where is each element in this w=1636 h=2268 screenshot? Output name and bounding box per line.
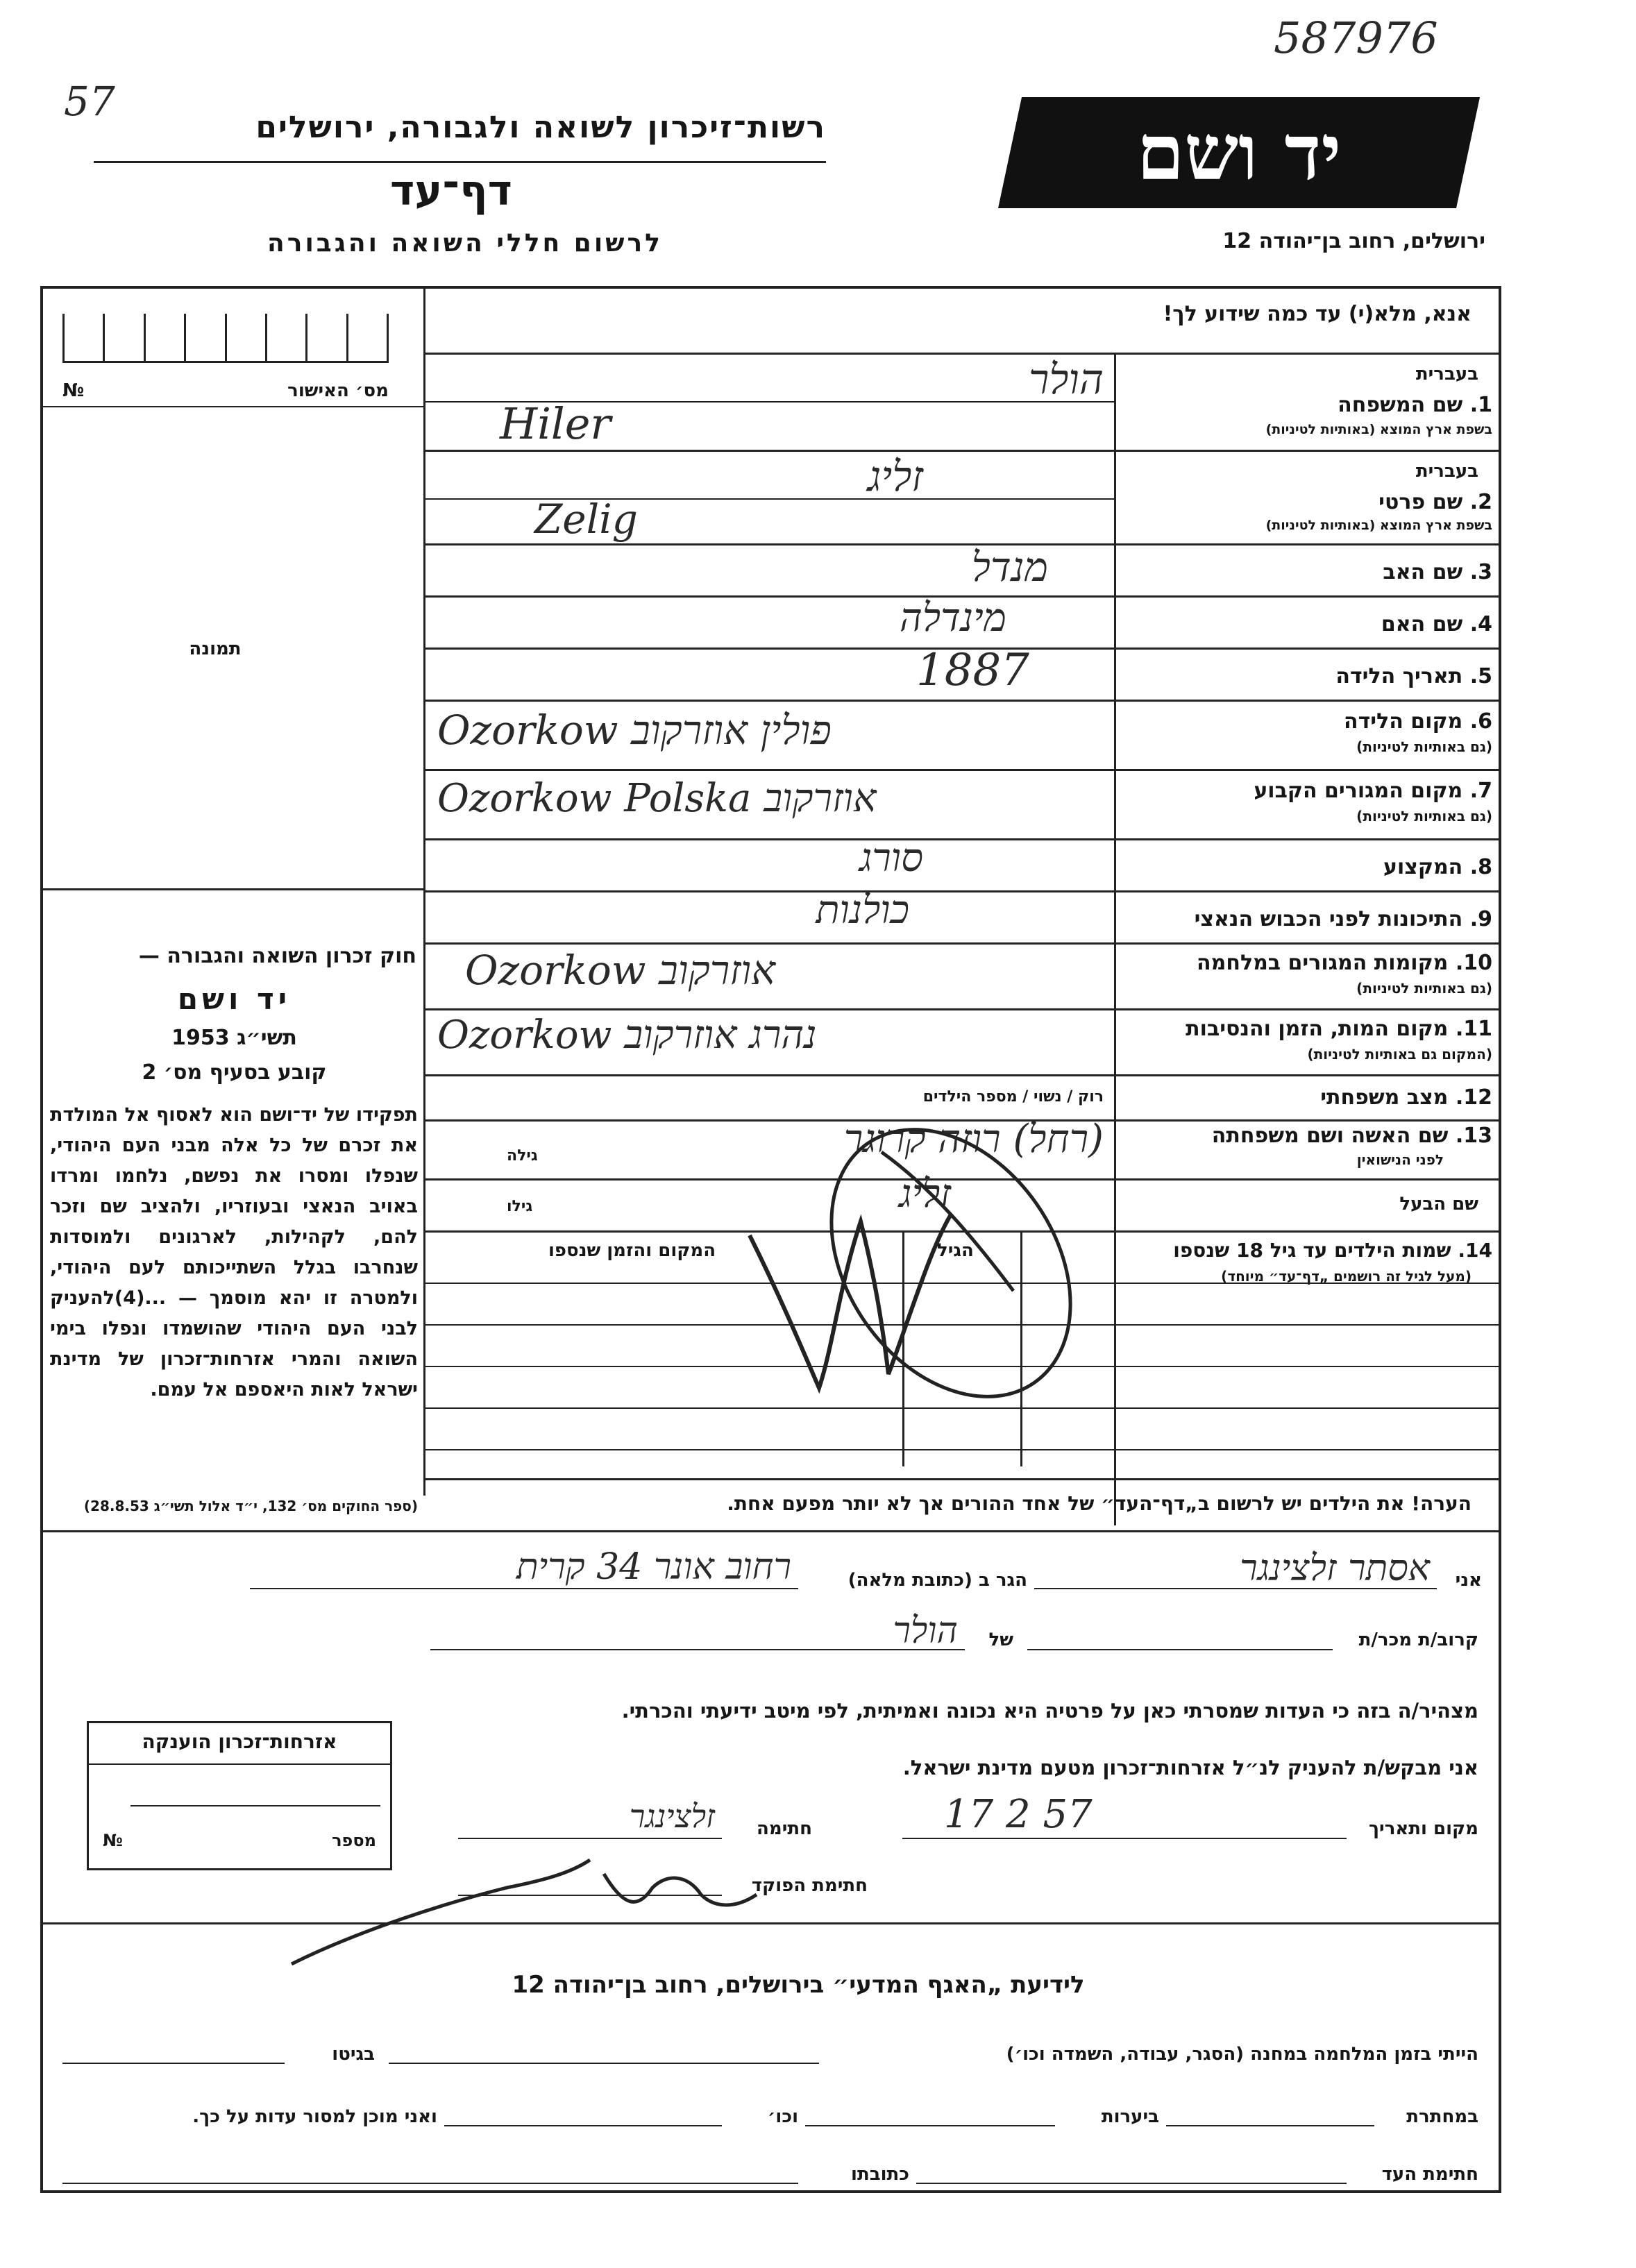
info-line2a: במחתרת — [1406, 2106, 1478, 2127]
value-birthdate: 1887 — [916, 645, 1029, 696]
value-profession: סורג — [859, 836, 923, 881]
children-title: 14. שמות הילדים עד גיל 18 שנספו — [1173, 1239, 1492, 1262]
stamp-box — [87, 1721, 392, 1870]
sub-label: בשפת ארץ המוצא (באותיות לטיניות) — [1265, 518, 1492, 533]
row-birthdate — [423, 645, 1499, 702]
field-label-husband: שם הבעל — [1399, 1194, 1478, 1215]
info-rule — [43, 1922, 1499, 1924]
law-name: יד ושם — [177, 982, 292, 1016]
info-line2b: ביערות — [1101, 2106, 1159, 2127]
org-line: רשות־זיכרון לשואה ולגבורה, ירושלים — [255, 110, 826, 145]
sub-label: (המקום גם באותיות לטיניות) — [1307, 1046, 1492, 1063]
note-rule-bottom — [43, 1530, 1499, 1532]
photo-label: תמונה — [189, 638, 242, 659]
field-label-father: 3. שם האב — [1383, 560, 1492, 584]
info-line1a: הייתי בזמן המלחמה במחנה (הסגר, עבודה, השמדה וכו׳) — [1006, 2044, 1478, 2065]
stamp-line — [130, 1805, 380, 1806]
info-line2c: וכו׳ — [767, 2106, 798, 2127]
signature-line — [458, 1838, 722, 1839]
sub-label: (גם באותיות לטיניות) — [1356, 738, 1492, 755]
relation-line — [1027, 1649, 1333, 1650]
sub-label: (גם באותיות לטיניות) — [1356, 980, 1492, 997]
note-text: הערה! את הילדים יש לרשום ב„דף־העד״ של אחד ההורים אך לא יותר מפעם אחת. — [727, 1492, 1471, 1515]
signature-value: זלצינגר — [629, 1797, 715, 1835]
row-death — [423, 1008, 1499, 1076]
field-label-death: 11. מקום המות, הזמן והנסיבות — [1186, 1017, 1492, 1041]
field-label-residence: 7. מקום המגורים הקבוע — [1254, 779, 1492, 803]
side-rule — [43, 406, 423, 407]
info-line3-blank — [916, 2183, 1347, 2184]
relation-label: קרוב/ת מכר/ת — [1358, 1630, 1478, 1650]
row-birthplace — [423, 700, 1499, 771]
marital-options: רוק / נשוי / מספר הילדים — [922, 1088, 1104, 1106]
husband-age-label: גילו — [507, 1198, 533, 1215]
row-surname — [423, 353, 1499, 452]
field-label-prewar: 9. התיכונות לפני הכבוש הנאצי — [1194, 907, 1492, 931]
declarant-name: אסתר זלצינגר — [1240, 1548, 1430, 1589]
residing-label: הגר ב (כתובת מלאה) — [847, 1570, 1027, 1591]
law-title: חוק זכרון השואה והגבורה — — [138, 944, 416, 968]
lang-hebrew: בעברית — [1415, 364, 1478, 384]
children-sub: (מעל לגיל זה רושמים „דף־עד״ מיוחד) — [1221, 1268, 1471, 1285]
row-residence — [423, 769, 1499, 840]
request-text: אני מבקש/ת להעניק לנ״ל אזרחות־זכרון מטעם מדינת ישראל. — [902, 1756, 1478, 1779]
value-residence: Ozorkow Polska אוזרקוב — [437, 776, 877, 821]
signature-label: חתימה — [757, 1818, 812, 1839]
col-age: הגיל — [937, 1240, 974, 1261]
info-line2-blank3 — [444, 2125, 722, 2126]
field-label-marital: 12. מצב משפחתי — [1320, 1085, 1492, 1110]
logo-block — [998, 97, 1480, 208]
value-prewar: כולנות — [816, 888, 909, 933]
value-death: Ozorkow נהרג אוזרקוב — [437, 1013, 817, 1058]
info-line1b: בגיטו — [332, 2044, 375, 2065]
wife-age-label: גילה — [507, 1147, 538, 1165]
stamp-title: אזרחות־זכרון הוענקה — [89, 1723, 390, 1765]
form-title: דף־עד — [390, 167, 512, 215]
field-label-wife: 13. שם האשה ושם משפחתה — [1211, 1124, 1492, 1148]
stamp-symbol: № — [103, 1831, 123, 1850]
address: ירושלים, רחוב בן־יהודה 12 — [1222, 229, 1485, 253]
field-label-profession: 8. המקצוע — [1383, 855, 1492, 879]
info-line3a: חתימת העד — [1381, 2164, 1478, 2185]
date-value: 17 2 57 — [944, 1792, 1093, 1837]
info-line1-blank — [389, 2063, 819, 2064]
field-label-birthdate: 5. תאריך הלידה — [1335, 664, 1492, 688]
place-date-label: מקום ותאריך — [1369, 1818, 1478, 1839]
date-line — [902, 1838, 1347, 1839]
row-profession — [423, 838, 1499, 892]
field-label-surname: 1. שם המשפחה — [1338, 393, 1492, 417]
form-subtitle: לרשום חללי השואה והגבורה — [267, 229, 663, 257]
header-rule — [94, 161, 826, 163]
row-mother — [423, 595, 1499, 650]
officer-label: חתימת הפוקד — [751, 1875, 868, 1896]
corner-note: 57 — [64, 78, 115, 125]
info-line3-blank2 — [62, 2183, 798, 2184]
info-line3b: כתובתו — [851, 2164, 909, 2185]
lang-hebrew: בעברית — [1415, 461, 1478, 482]
row-line — [423, 1449, 1499, 1450]
declarant-intro: אני — [1455, 1570, 1482, 1591]
law-year: תשי״ג 1953 — [171, 1026, 297, 1050]
note-rule-top — [423, 1478, 1499, 1480]
logo-text: יד ושם — [1136, 108, 1342, 197]
of-label: של — [988, 1630, 1013, 1650]
info-line2-blank2 — [805, 2125, 1055, 2126]
info-line2-blank — [1166, 2125, 1374, 2126]
field-label-firstname: 2. שם פרטי — [1378, 490, 1492, 514]
value-father: מנדל — [971, 543, 1048, 591]
value-wife: (רחל) רוזה קרוגר — [843, 1117, 1104, 1162]
value-surname-lat: Hiler — [500, 398, 612, 449]
of-value: הולר — [893, 1610, 958, 1652]
row-prewar — [423, 890, 1499, 945]
row-wartime — [423, 942, 1499, 1010]
address-line — [250, 1588, 798, 1589]
value-birthplace: Ozorkow פולין אוזרקוב — [437, 706, 832, 754]
value-wartime: Ozorkow אוזרקוב — [465, 947, 776, 994]
law-footnote: (ספר החוקים מס׳ 132, י״ד אלול תשי״ג 28.8.53) — [83, 1498, 418, 1514]
field-label-birthplace: 6. מקום הלידה — [1343, 709, 1492, 734]
law-text: תפקידו של יד־ושם הוא לאסוף אל המולדת את זכרם של כל אלה מבני העם היהודי, שנפלו ומסרו את נפשם, נלחמו ומרדו באויב הנאצי ובעוזריו, ולהציב שם וזכר להם, לקהילות, לארגונים ולמוסדות שנחרבו בגלל השתייכותם לעם היהודי, ולמטרה זו יהא מוסמך — ...(4)להעניק לבני העם היהודי שהושמדו ונפלו בימי השואה והמרי אזרחות־זכרון של מדינת ישראל לאות היאספם אל עמם. — [50, 1104, 418, 1400]
sub-label: (גם באותיות לטיניות) — [1356, 808, 1492, 824]
sub-label: לפני הנישואין — [1356, 1151, 1444, 1168]
stamp-number-label: מספר — [332, 1831, 376, 1850]
photo-rule — [43, 888, 423, 890]
sub-label: בשפת ארץ המוצא (באותיות לטיניות) — [1265, 422, 1492, 437]
row-father — [423, 543, 1499, 598]
info-line2d: ואני מוכן למסור עדות על כך. — [192, 2106, 437, 2127]
declaration-text: מצהיר/ה בזה כי העדות שמסרתי כאן על פרטיה היא נכונה ואמיתית, לפי מיטב ידיעתי והכרתי. — [621, 1699, 1478, 1723]
field-label-wartime: 10. מקומות המגורים במלחמה — [1197, 951, 1492, 975]
value-mother: מינדלה — [900, 595, 1006, 641]
approval-ticks — [62, 314, 389, 363]
value-firstname-lat: Zelig — [534, 496, 638, 543]
info-line1-blank2 — [62, 2063, 285, 2064]
field-label-mother: 4. שם האם — [1381, 612, 1492, 636]
value-surname-he: הולר — [1028, 355, 1104, 404]
approval-symbol: № — [62, 380, 85, 401]
info-title: לידיעת „האגף המדעי״ בירושלים, רחוב בן־יהודה 12 — [512, 1971, 1085, 1999]
law-clause: קובע בסעיף מס׳ 2 — [142, 1060, 327, 1085]
col-place: המקום והזמן שנספו — [548, 1240, 716, 1261]
declarant-address: רחוב אונר 34 קרית — [516, 1546, 791, 1588]
value-husband: זליג — [899, 1171, 951, 1217]
file-number: 587976 — [1274, 12, 1438, 63]
value-firstname-he: זליג — [867, 452, 923, 501]
scribble-mark — [722, 1110, 1152, 1430]
form-instruction: אנא, מלא(י) עד כמה שידוע לך! — [1163, 302, 1471, 326]
row-firstname — [423, 450, 1499, 545]
approval-label: מס׳ האישור — [287, 380, 389, 401]
